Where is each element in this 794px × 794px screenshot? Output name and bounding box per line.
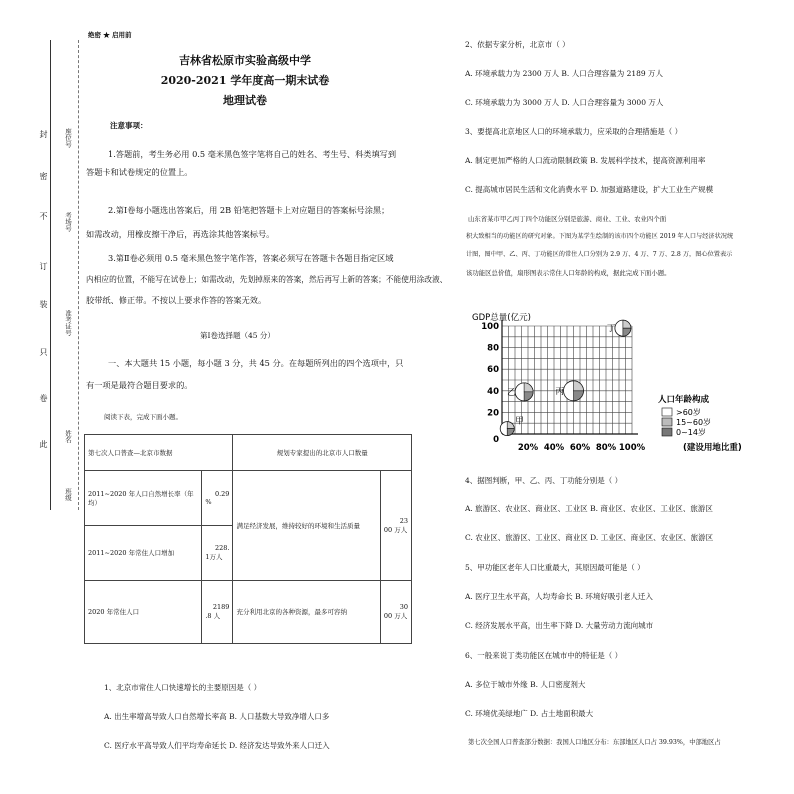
legend-label: 0~14岁: [676, 428, 706, 437]
passage-line: 该功能区总价值，扇形图表示常住人口年龄的构成，据此完成下面小题。: [466, 269, 671, 277]
secret-mark: 绝密 ★ 启用前: [88, 31, 132, 39]
school-title: 吉林省松原市实验高级中学: [179, 54, 311, 67]
table-value: 2189: [212, 603, 230, 612]
legend-title: 人口年龄构成: [658, 395, 710, 405]
y-tick-label: 20: [487, 408, 499, 419]
pie-slice: [524, 383, 533, 392]
seal-char: 订: [39, 262, 48, 270]
population-table: [84, 434, 412, 644]
x-tick-label: 80%: [595, 443, 617, 453]
notice-heading: 注意事项：: [110, 121, 148, 130]
chart-point: [564, 381, 584, 401]
question-2-stem: 2、依据专家分析，北京市（ ）: [465, 40, 570, 49]
intro-line: 有一项是最符合题目要求的。: [86, 380, 193, 390]
question-1-stem: 1、北京市常住人口快速增长的主要原因是（ ）: [104, 683, 262, 692]
legend-swatch: [662, 408, 672, 416]
y-tick-label: 100: [481, 322, 499, 332]
question-6-options-cd[interactable]: C. 环境优美绿地广 D. 占土地面积最大: [465, 709, 594, 718]
passage-line: 计图，图中甲、乙、丙、丁功能区的常住人口分别为 2.9 万、4 万、7 万、2.8 万，图心位置表示: [466, 251, 733, 258]
y-axis-label: GDP总量(亿元): [472, 313, 531, 323]
table-cell: 2020 年常住人口: [85, 580, 202, 643]
binding-line: [50, 40, 51, 510]
exam-room-field[interactable]: 考场号: [64, 212, 72, 232]
table-value: 30: [399, 603, 408, 612]
point-label: 丙: [555, 386, 565, 397]
chart-point: [500, 422, 514, 436]
seal-char: 卷: [39, 394, 48, 402]
x-tick-label: 40%: [543, 443, 565, 453]
seal-char: 只: [39, 348, 48, 356]
x-tick-label: 100%: [618, 443, 646, 453]
point-label: 乙: [507, 387, 516, 398]
notice-line: 答题卡和试卷规定的位置上。: [86, 167, 193, 177]
notice-item-2: [86, 198, 398, 246]
pie-slice: [524, 392, 533, 401]
admission-number-field[interactable]: 准考证号: [64, 310, 72, 336]
question-1-options-cd[interactable]: C. 医疗水平高导致人们平均寿命延长 D. 经济发达导致外来人口迁入: [104, 741, 330, 750]
notice-line: 3.第Ⅱ卷必须用 0.5 毫米黑色签字笔作答，答案必须写在答题卡各题目指定区域: [108, 253, 394, 263]
census-passage-line: 第七次全国人口普查部分数据：我国人口地区分布：东部地区人口占 39.93%，中部地区占: [468, 739, 721, 746]
pie-slice: [623, 320, 631, 328]
read-prompt: 阅读下表，完成下面小题。: [104, 413, 182, 421]
origin-label: 0: [493, 435, 499, 445]
question-4-options-cd[interactable]: C. 农业区、旅游区、工业区、商业区 D. 工业区、商业区、农业区、旅游区: [465, 533, 714, 542]
passage-line: 山东省某市甲乙丙丁四个功能区分别是旅游、商业、工业、农业四个面: [468, 215, 667, 223]
table-cell: 满足经济发展，维持较好的环境和生活质量: [233, 470, 380, 580]
table-value: 00 万人: [383, 612, 408, 621]
x-axis-label: (建设用地比重): [683, 443, 742, 453]
notice-item-3: [86, 248, 448, 311]
legend-swatch: [662, 428, 672, 436]
question-5-stem: 5、甲功能区老年人口比重最大，其原因最可能是（ ）: [465, 563, 645, 572]
table-cell: [202, 525, 233, 580]
y-tick-label: 60: [487, 365, 499, 376]
notice-line: 1.答题前，考生务必用 0.5 毫米黑色签字笔将自己的姓名、考生号、科类填写到: [108, 149, 397, 159]
chart-points: [500, 320, 631, 435]
table-cell: [202, 580, 233, 643]
pie-slice: [574, 391, 584, 401]
notice-line: 2.第Ⅰ卷每小题选出答案后，用 2B 铅笔把答题卡上对应题目的答案标号涂黑；: [108, 205, 390, 215]
point-label: 丁: [606, 324, 616, 335]
table-value: 1万人: [205, 553, 223, 562]
table-cell: 充分利用北京的各种资源，最多可容纳: [233, 580, 380, 643]
notice-line: 内相应的位置，不能写在试卷上；如需改动，先划掉原来的答案，然后再写上新的答案；不能使用涂改液、: [86, 275, 448, 284]
section-intro: [86, 352, 404, 396]
question-3-options-ab[interactable]: A. 制定更加严格的人口流动限制政策 B. 发展科学技术，提高资源利用率: [465, 156, 706, 165]
intro-line: 一、本大题共 15 小题，每小题 3 分，共 45 分。在每题所列出的四个选项中，只: [108, 358, 404, 368]
seat-number-field[interactable]: 座位号: [64, 128, 72, 148]
x-tick-label: 20%: [517, 443, 539, 453]
table-cell: 2011~2020 年常住人口增加: [85, 525, 202, 580]
table-value: 0.29: [214, 489, 230, 498]
table-value: %: [205, 497, 212, 506]
pie-slice: [574, 381, 584, 391]
table-value: 00 万人: [383, 525, 408, 534]
legend-label: >60岁: [676, 408, 701, 417]
notice-line: 胶带纸、修正带。不按以上要求作答的答案无效。: [86, 295, 267, 305]
notice-line: 如需改动，用橡皮擦干净后，再选涂其他答案标号。: [86, 229, 275, 239]
exam-year-title: 2020-2021 学年度高一期末试卷: [160, 74, 330, 87]
question-5-options-cd[interactable]: C. 经济发展水平高，出生率下降 D. 大量劳动力流向城市: [465, 621, 654, 630]
question-6-options-ab[interactable]: A. 多位于城市外缘 B. 人口密度剂大: [465, 680, 586, 689]
chart-legend: [658, 394, 711, 437]
y-tick-label: 80: [487, 343, 499, 354]
seal-char: 装: [39, 300, 48, 308]
point-label: 甲: [515, 416, 524, 427]
question-4-stem: 4、据图判断，甲、乙、丙、丁功能分别是（ ）: [465, 476, 623, 485]
question-5-options-ab[interactable]: A. 医疗卫生水平高，人均寿命长 B. 环境好吸引老人迁入: [465, 592, 653, 601]
question-2-options-ab[interactable]: A. 环境承载力为 2300 万人 B. 人口合理容量为 2189 万人: [465, 69, 664, 78]
pie-slice: [507, 422, 514, 429]
seal-char: 密: [39, 172, 48, 180]
notice-item-1: [86, 145, 398, 181]
table-value: 23: [399, 516, 408, 525]
question-6-stem: 6、一般来说丁类功能区在城市中的特征是（ ）: [465, 651, 623, 660]
passage-2: [468, 210, 768, 282]
legend-swatch: [662, 418, 672, 426]
y-tick-label: 40: [487, 386, 499, 397]
table-cell: [380, 580, 411, 643]
seal-char: 不: [39, 212, 48, 220]
legend-label: 15~60岁: [676, 418, 712, 427]
subject-title: 地理试卷: [223, 94, 267, 107]
chart-point: [515, 383, 533, 401]
section-title: 第Ⅰ卷选择题（45 分）: [200, 331, 275, 340]
table-header-left: 第七次人口普查—北京市数据: [85, 435, 233, 471]
seal-char: 此: [39, 440, 48, 448]
class-field[interactable]: 班级: [64, 488, 72, 501]
question-3-stem: 3、要提高北京地区人口的环境承载力，应采取的合理措施是（ ）: [465, 127, 683, 136]
passage-line: 积大致相当的功能区的研究对象。下图为某学生绘制的该市四个功能区 2019 年人口与经济状况统: [466, 233, 734, 240]
pie-slice: [623, 328, 631, 336]
table-value: 228.: [214, 544, 230, 553]
question-3-options-cd[interactable]: C. 提高城市居民生活和文化消费水平 D. 加强道路建设，扩大工业生产规模: [465, 185, 714, 194]
chart-point: [615, 320, 631, 336]
table-header-right: 规划专家提出的北京市人口数量: [233, 435, 412, 471]
cut-line: [78, 40, 79, 510]
table-cell: 2011~2020 年人口自然增长率（年均）: [85, 470, 202, 525]
question-1-options-ab[interactable]: A. 出生率增高导致人口自然增长率高 B. 人口基数大导致净增人口多: [104, 712, 330, 721]
table-cell: [380, 470, 411, 580]
question-2-options-cd[interactable]: C. 环境承载力为 3000 万人 D. 人口合理容量为 3000 万人: [465, 98, 664, 107]
x-tick-label: 60%: [569, 443, 591, 453]
seal-char: 封: [39, 130, 48, 138]
question-4-options-ab[interactable]: A. 旅游区、农业区、商业区、工业区 B. 商业区、农业区、工业区、旅游区: [465, 504, 713, 513]
gdp-chart: [462, 308, 752, 458]
table-cell: [202, 470, 233, 525]
name-field[interactable]: 姓名: [64, 430, 72, 443]
table-value: .8 人: [205, 612, 221, 621]
